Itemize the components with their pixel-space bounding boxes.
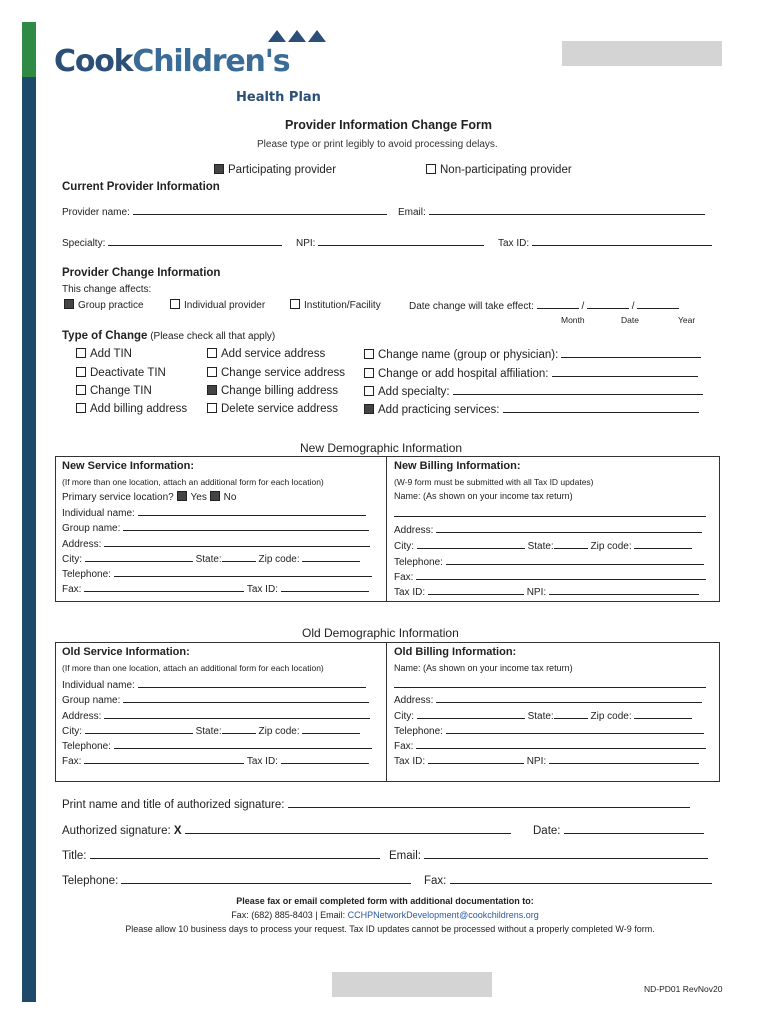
footer-note: Please allow 10 business days to process your request. Tax ID updates cannot be processed without a properly completed W-9 form. <box>125 924 655 934</box>
individual-provider-checkbox[interactable]: Individual provider <box>170 299 265 311</box>
checkbox-icon[interactable] <box>426 164 436 174</box>
signer-email-field[interactable]: Email: <box>389 848 708 862</box>
form-code: ND-PD01 RevNov20 <box>644 984 723 994</box>
new-fax-taxid-field[interactable]: Fax: Tax ID: <box>62 582 369 595</box>
add-billing-address-checkbox[interactable]: Add billing address <box>76 403 187 415</box>
old-demographic-box <box>55 642 720 782</box>
new-billing-note: (W-9 form must be submitted with all Tax ID updates) <box>394 477 594 487</box>
current-info-heading: Current Provider Information <box>62 181 220 193</box>
date-label: Date <box>621 315 639 325</box>
bottom-form-field-box[interactable] <box>332 972 492 997</box>
add-tin-checkbox[interactable]: Add TIN <box>76 348 132 360</box>
checkbox-icon[interactable] <box>290 299 300 309</box>
checkbox-icon[interactable] <box>207 348 217 358</box>
new-demographic-heading: New Demographic Information <box>300 441 463 455</box>
checkbox-icon[interactable] <box>76 348 86 358</box>
box-divider <box>386 457 387 601</box>
signer-title-field[interactable]: Title: <box>62 848 380 862</box>
checkbox-icon[interactable] <box>207 403 217 413</box>
checkbox-icon[interactable] <box>76 385 86 395</box>
change-service-address-checkbox[interactable]: Change service address <box>207 367 345 379</box>
logo <box>54 30 364 110</box>
print-name-field[interactable]: Print name and title of authorized signature: <box>62 797 690 811</box>
new-telephone-field[interactable]: Telephone: <box>62 567 372 580</box>
old-billing-taxid-npi-field[interactable]: Tax ID: NPI: <box>394 754 699 767</box>
checkbox-icon[interactable] <box>76 403 86 413</box>
new-billing-taxid-npi-field[interactable]: Tax ID: NPI: <box>394 585 699 598</box>
provider-name-field[interactable]: Provider name: <box>62 205 387 218</box>
type-of-change-heading: Type of Change (Please check all that apply) <box>62 330 276 342</box>
new-address-field[interactable]: Address: <box>62 537 370 550</box>
top-form-field-box[interactable] <box>562 41 722 66</box>
participating-checkbox[interactable]: Participating provider <box>214 164 336 176</box>
change-name-field[interactable]: Change name (group or physician): <box>364 348 701 361</box>
old-billing-name-field[interactable] <box>394 678 706 691</box>
footer-email-link[interactable]: CCHPNetworkDevelopment@cookchildrens.org <box>347 910 539 920</box>
new-billing-heading: New Billing Information: <box>394 460 521 472</box>
checkbox-icon[interactable] <box>364 349 374 359</box>
add-service-address-checkbox[interactable]: Add service address <box>207 348 325 360</box>
change-tin-checkbox[interactable]: Change TIN <box>76 385 152 397</box>
effective-date-field[interactable]: Date change will take effect: / / <box>409 299 679 312</box>
checkbox-icon[interactable] <box>210 491 220 501</box>
checkbox-icon[interactable] <box>207 385 217 395</box>
new-service-note: (If more than one location, attach an additional form for each location) <box>62 477 324 487</box>
non-participating-checkbox[interactable]: Non-participating provider <box>426 164 572 176</box>
new-billing-fax-field[interactable]: Fax: <box>394 570 706 583</box>
new-billing-name-field[interactable] <box>394 507 706 520</box>
footer-contact: Fax: (682) 885-8403 | Email: CCHPNetworkDevelopment@cookchildrens.org <box>231 910 539 920</box>
npi-field[interactable]: NPI: <box>296 236 484 249</box>
primary-location-field[interactable]: Primary service location? Yes No <box>62 492 237 503</box>
box-divider <box>386 643 387 781</box>
checkbox-icon[interactable] <box>207 367 217 377</box>
month-label: Month <box>561 315 585 325</box>
delete-service-address-checkbox[interactable]: Delete service address <box>207 403 338 415</box>
signature-date-field[interactable]: Date: <box>533 823 704 837</box>
change-billing-address-checkbox[interactable]: Change billing address <box>207 385 338 397</box>
checkbox-icon[interactable] <box>177 491 187 501</box>
old-billing-fax-field[interactable]: Fax: <box>394 739 706 752</box>
new-billing-telephone-field[interactable]: Telephone: <box>394 555 704 568</box>
old-group-name-field[interactable]: Group name: <box>62 693 369 706</box>
checkbox-icon[interactable] <box>170 299 180 309</box>
old-individual-name-field[interactable]: Individual name: <box>62 678 366 691</box>
checkbox-icon[interactable] <box>64 299 74 309</box>
old-city-state-zip-field[interactable]: City: State: Zip code: <box>62 724 360 737</box>
change-affects-label: This change affects: <box>62 284 152 295</box>
logo-roof-icon <box>268 30 326 42</box>
add-practicing-services-field[interactable]: Add practicing services: <box>364 403 699 416</box>
old-fax-taxid-field[interactable]: Fax: Tax ID: <box>62 754 369 767</box>
logo-wordmark: CookChildren's <box>54 44 290 79</box>
email-field[interactable]: Email: <box>398 205 705 218</box>
page-title: Provider Information Change Form <box>285 118 492 132</box>
signer-fax-field[interactable]: Fax: <box>424 873 712 887</box>
add-specialty-field[interactable]: Add specialty: <box>364 385 703 398</box>
new-service-heading: New Service Information: <box>62 460 195 472</box>
old-address-field[interactable]: Address: <box>62 709 370 722</box>
checkbox-icon[interactable] <box>364 386 374 396</box>
new-billing-name-label: Name: (As shown on your income tax return) <box>394 491 573 501</box>
year-label: Year <box>678 315 696 325</box>
hospital-affiliation-field[interactable]: Change or add hospital affiliation: <box>364 367 698 380</box>
old-billing-city-state-zip-field[interactable]: City: State: Zip code: <box>394 709 692 722</box>
old-billing-name-label: Name: (As shown on your income tax return) <box>394 663 573 673</box>
authorized-signature-field[interactable]: Authorized signature: X <box>62 823 511 837</box>
deactivate-tin-checkbox[interactable]: Deactivate TIN <box>76 367 166 379</box>
old-billing-address-field[interactable]: Address: <box>394 693 702 706</box>
old-demographic-heading: Old Demographic Information <box>302 626 459 640</box>
checkbox-icon[interactable] <box>76 367 86 377</box>
footer-instructions: Please fax or email completed form with additional documentation to: <box>236 896 534 906</box>
logo-subtitle: Health Plan <box>236 90 321 105</box>
provider-change-heading: Provider Change Information <box>62 267 221 279</box>
signer-telephone-field[interactable]: Telephone: <box>62 873 411 887</box>
institution-checkbox[interactable]: Institution/Facility <box>290 299 381 311</box>
old-service-note: (If more than one location, attach an additional form for each location) <box>62 663 324 673</box>
new-billing-address-field[interactable]: Address: <box>394 523 702 536</box>
group-practice-checkbox[interactable]: Group practice <box>64 299 144 311</box>
new-city-state-zip-field[interactable]: City: State: Zip code: <box>62 552 360 565</box>
new-individual-name-field[interactable]: Individual name: <box>62 506 366 519</box>
old-billing-telephone-field[interactable]: Telephone: <box>394 724 704 737</box>
tax-id-field[interactable]: Tax ID: <box>498 236 712 249</box>
new-demographic-box <box>55 456 720 602</box>
checkbox-icon[interactable] <box>364 368 374 378</box>
page-subtitle: Please type or print legibly to avoid processing delays. <box>257 139 498 150</box>
checkbox-icon[interactable] <box>214 164 224 174</box>
new-group-name-field[interactable]: Group name: <box>62 521 369 534</box>
checkbox-icon[interactable] <box>364 404 374 414</box>
old-billing-heading: Old Billing Information: <box>394 646 517 658</box>
old-service-heading: Old Service Information: <box>62 646 190 658</box>
new-billing-city-state-zip-field[interactable]: City: State: Zip code: <box>394 539 692 552</box>
specialty-field[interactable]: Specialty: <box>62 236 282 249</box>
old-telephone-field[interactable]: Telephone: <box>62 739 372 752</box>
side-accent-bar <box>22 22 36 1002</box>
